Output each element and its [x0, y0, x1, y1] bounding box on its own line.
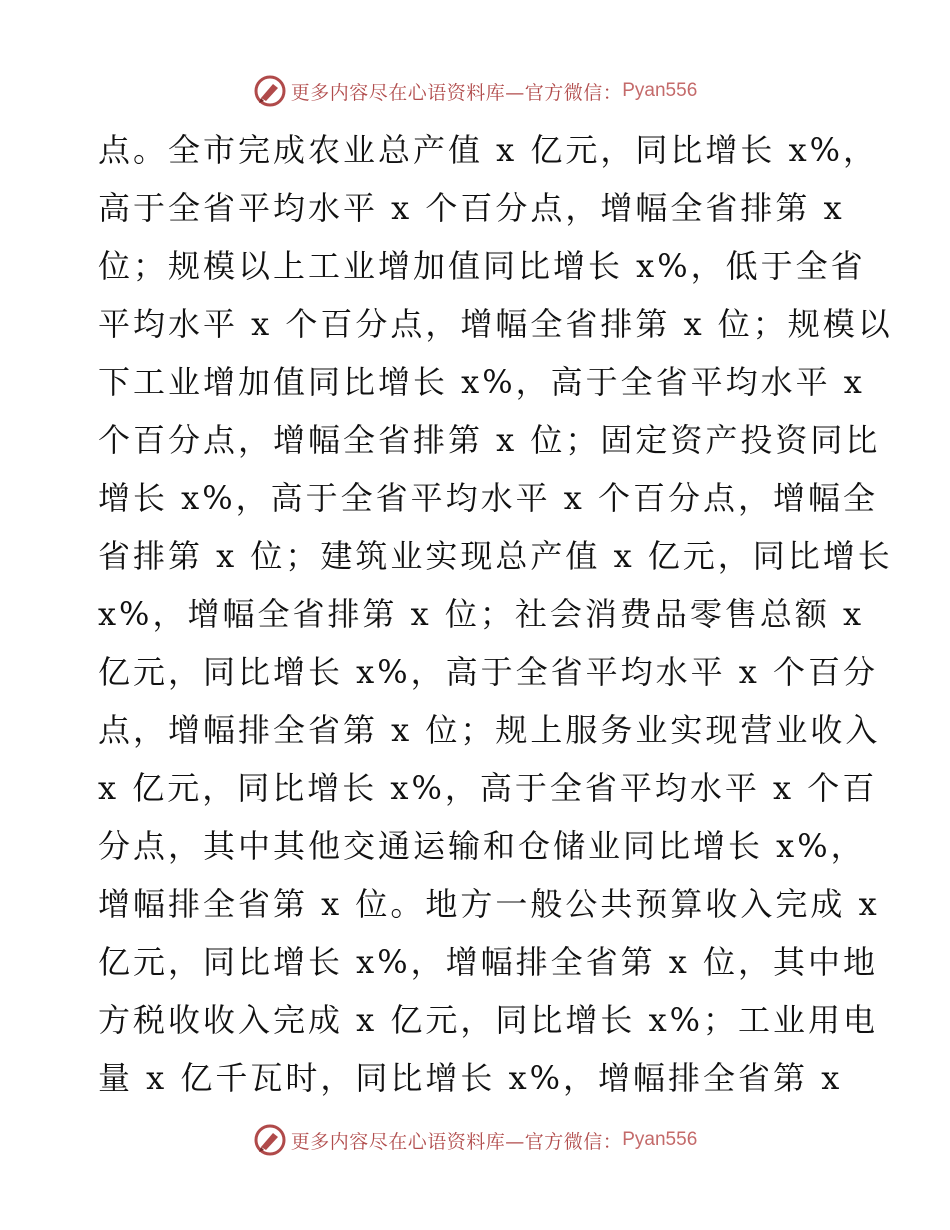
header-banner — [0, 71, 950, 111]
body-line: 增长 x%，高于全省平均水平 x 个百分点，增幅全 — [98, 479, 879, 517]
pen-logo-icon — [253, 74, 287, 108]
document-body — [98, 121, 893, 1107]
body-line: 下工业增加值同比增长 x%，高于全省平均水平 x — [98, 363, 865, 401]
body-line: 亿元，同比增长 x%，高于全省平均水平 x 个百分 — [98, 653, 879, 691]
header-wechat-id: Pyan556 — [622, 80, 698, 101]
body-line: 点，增幅排全省第 x 位；规上服务业实现营业收入 — [98, 711, 881, 749]
body-line: x%，增幅全省排第 x 位；社会消费品零售总额 x — [98, 595, 865, 633]
body-line: 点。全市完成农业总产值 x 亿元，同比增长 x%， — [98, 131, 879, 169]
body-line: 方税收收入完成 x 亿元，同比增长 x%；工业用电 — [98, 1001, 879, 1039]
body-line: 亿元，同比增长 x%，增幅排全省第 x 位，其中地 — [98, 943, 879, 981]
footer-slogan: 更多内容尽在心语资料库—官方微信： — [290, 1130, 623, 1153]
footer-banner — [0, 1120, 950, 1160]
body-line: 高于全省平均水平 x 个百分点，增幅全省排第 x — [98, 189, 845, 227]
header-slogan: 更多内容尽在心语资料库—官方微信： — [290, 81, 623, 104]
pen-logo-icon — [253, 1123, 287, 1157]
body-line: 平均水平 x 个百分点，增幅全省排第 x 位；规模以 — [98, 305, 893, 343]
footer-wechat-id: Pyan556 — [622, 1129, 698, 1150]
body-line: 位；规模以上工业增加值同比增长 x%，低于全省 — [98, 247, 866, 285]
body-line: 个百分点，增幅全省排第 x 位；固定资产投资同比 — [98, 421, 881, 459]
body-line: 分点，其中其他交通运输和仓储业同比增长 x%， — [98, 827, 866, 865]
body-line: 省排第 x 位；建筑业实现总产值 x 亿元，同比增长 — [98, 537, 893, 575]
body-line: 量 x 亿千瓦时，同比增长 x%，增幅排全省第 x — [98, 1059, 843, 1097]
body-line: x 亿元，同比增长 x%，高于全省平均水平 x 个百 — [98, 769, 878, 807]
body-line: 增幅排全省第 x 位。地方一般公共预算收入完成 x — [98, 885, 880, 923]
